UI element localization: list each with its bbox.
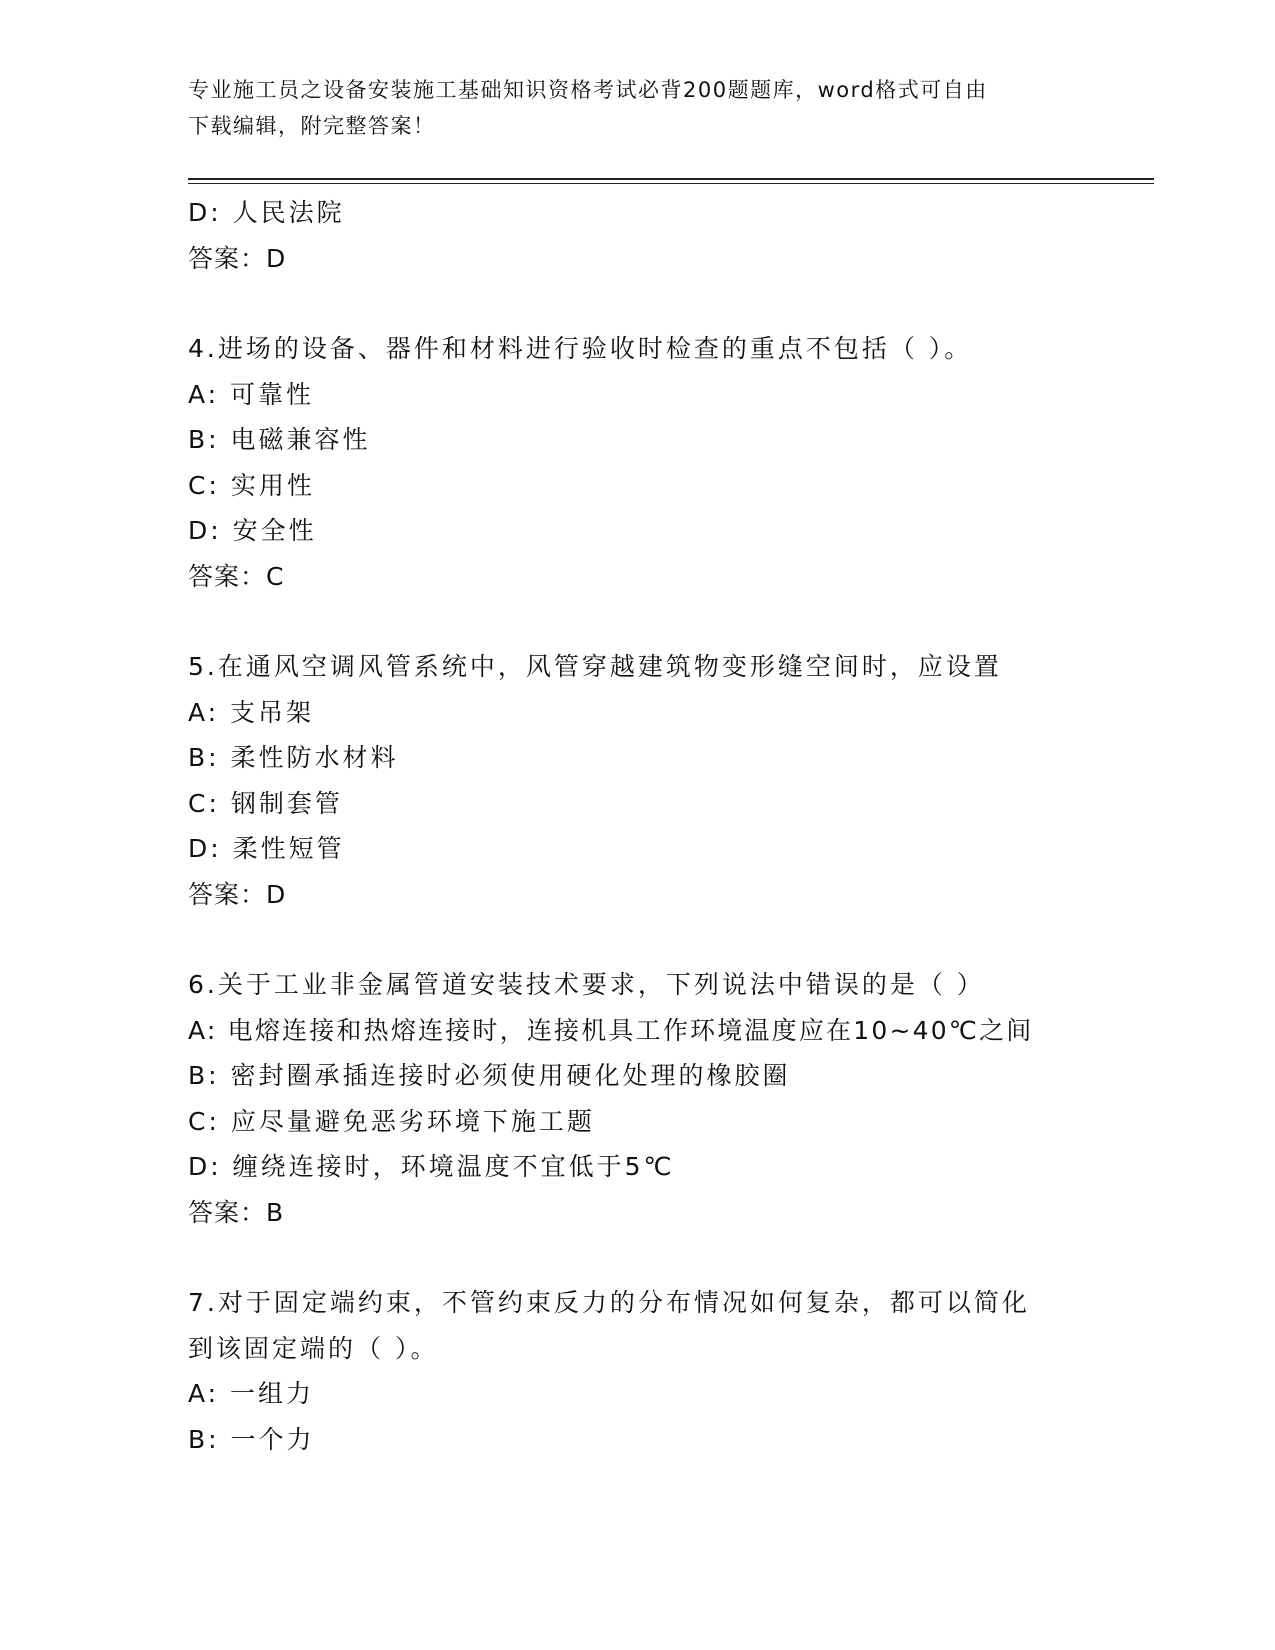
question-6 — [188, 962, 1088, 1235]
option-b: B: 一个力 — [188, 1424, 315, 1454]
question-stem: 4.进场的设备、器件和材料进行验收时检查的重点不包括（ ）。 — [188, 334, 973, 363]
spacer — [188, 1235, 1088, 1280]
header-line-1: 专业施工员之设备安装施工基础知识资格考试必背200题题库，word格式可自由 — [188, 78, 988, 102]
option-d: D: 缠绕连接时，环境温度不宜低于5℃ — [188, 1152, 675, 1181]
option-b: B: 柔性防水材料 — [188, 743, 399, 772]
spacer — [188, 917, 1088, 962]
option-c: C: 应尽量避免恶劣环境下施工题 — [188, 1106, 595, 1136]
option-a: A: 支吊架 — [188, 697, 315, 727]
question-stem: 5.在通风空调风管系统中，风管穿越建筑物变形缝空间时，应设置 — [188, 652, 1002, 681]
option-c: C: 钢制套管 — [188, 788, 343, 818]
spacer — [188, 599, 1088, 644]
option-d: D: 安全性 — [188, 516, 317, 545]
question-3-option-d: D: 人民法院 — [188, 198, 345, 227]
option-b: B: 电磁兼容性 — [188, 425, 371, 454]
header-line-2: 下载编辑，附完整答案！ — [188, 114, 436, 138]
option-a: A: 一组力 — [188, 1379, 315, 1408]
spacer — [188, 281, 1088, 326]
option-d: D: 柔性短管 — [188, 834, 345, 863]
option-b: B: 密封圈承插连接时必须使用硬化处理的橡胶圈 — [188, 1061, 791, 1090]
option-c: C: 实用性 — [188, 470, 315, 500]
answer: 答案：B — [188, 1197, 285, 1227]
question-5 — [188, 644, 1088, 917]
question-stem-line-1: 7.对于固定端约束，不管约束反力的分布情况如何复杂，都可以简化 — [188, 1288, 1030, 1317]
question-stem-line-2: 到该固定端的（ ）。 — [188, 1333, 439, 1363]
question-3-answer: 答案：D — [188, 243, 287, 273]
answer: 答案：D — [188, 879, 287, 909]
question-4 — [188, 326, 1088, 599]
question-stem: 6.关于工业非金属管道安装技术要求，下列说法中错误的是（ ） — [188, 970, 985, 999]
question-list — [188, 190, 1088, 1462]
question-7 — [188, 1280, 1088, 1462]
header-divider-thin — [188, 183, 1154, 184]
option-a: A: 可靠性 — [188, 379, 315, 409]
option-a: A: 电熔连接和热熔连接时，连接机具工作环境温度应在10~40℃之间 — [188, 1015, 1034, 1045]
answer: 答案：C — [188, 561, 285, 591]
document-header — [188, 72, 1078, 144]
header-divider-thick — [188, 178, 1154, 180]
